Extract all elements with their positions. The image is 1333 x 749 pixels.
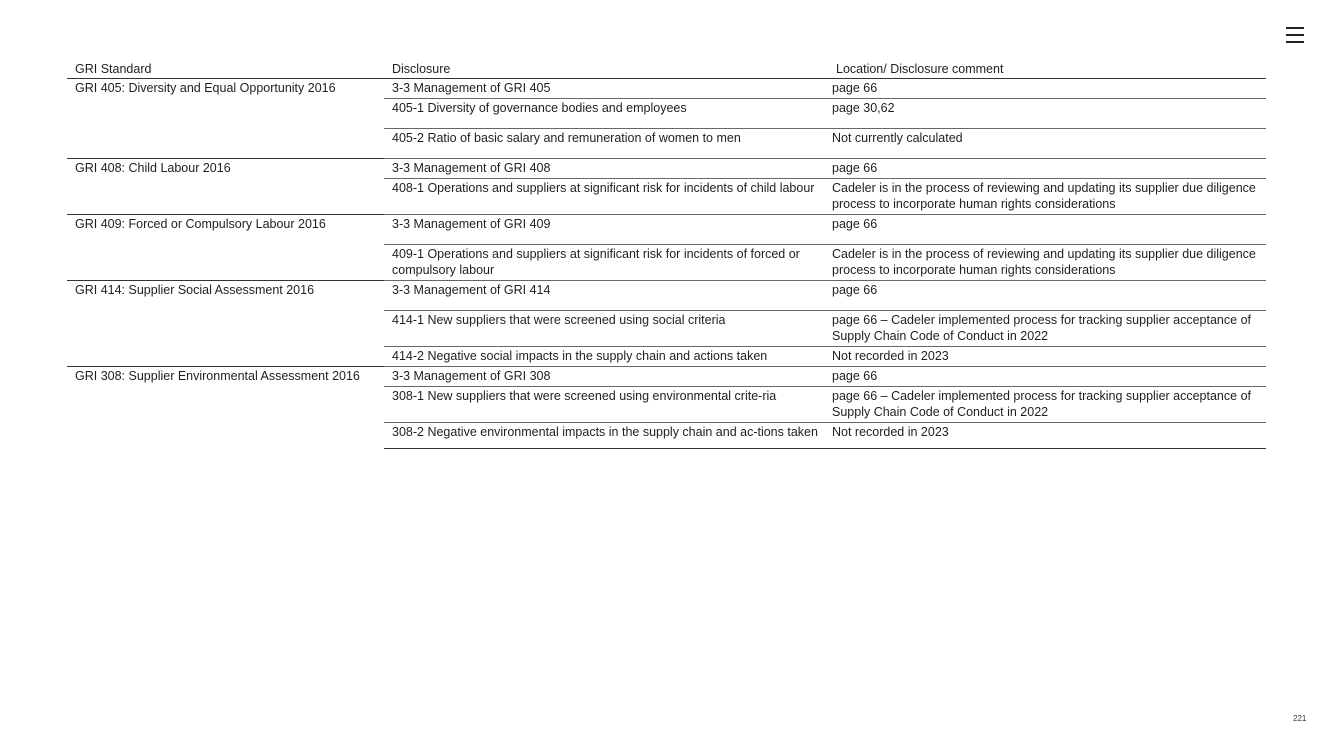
location-cell: page 66 – Cadeler implemented process for tracking supplier acceptance of Supply Chain Code of Conduct in 2022 [828, 311, 1266, 347]
location-cell: page 66 [828, 281, 1266, 311]
location-cell: page 66 [828, 79, 1266, 99]
table-row [67, 281, 1266, 311]
disclosure-cell: 3-3 Management of GRI 308 [384, 367, 828, 387]
table-row [67, 159, 1266, 179]
menu-bar [1286, 27, 1304, 29]
disclosure-cell: 408-1 Operations and suppliers at significant risk for incidents of child labour [384, 179, 828, 215]
page-number: 221 [1293, 714, 1307, 723]
location-cell: Not recorded in 2023 [828, 347, 1266, 367]
disclosure-cell: 308-2 Negative environmental impacts in the supply chain and ac-tions taken [384, 423, 828, 449]
location-cell: page 30,62 [828, 99, 1266, 129]
disclosure-cell: 405-1 Diversity of governance bodies and employees [384, 99, 828, 129]
location-cell: page 66 [828, 215, 1266, 245]
location-cell: Not recorded in 2023 [828, 423, 1266, 449]
table-header-row [67, 61, 1266, 79]
disclosure-cell: 414-1 New suppliers that were screened using social criteria [384, 311, 828, 347]
gri-index-table [67, 61, 1266, 449]
header-gri-standard: GRI Standard [67, 61, 384, 79]
location-cell: page 66 – Cadeler implemented process for tracking supplier acceptance of Supply Chain Code of Conduct in 2022 [828, 387, 1266, 423]
disclosure-cell: 405-2 Ratio of basic salary and remuneration of women to men [384, 129, 828, 159]
disclosure-cell: 3-3 Management of GRI 409 [384, 215, 828, 245]
location-cell: Cadeler is in the process of reviewing and updating its supplier due diligence process to incorporate human rights considerations [828, 179, 1266, 215]
disclosure-cell: 3-3 Management of GRI 414 [384, 281, 828, 311]
gri-standard-cell: GRI 405: Diversity and Equal Opportunity 2016 [75, 81, 336, 95]
location-cell: Not currently calculated [828, 129, 1266, 159]
gri-standard-cell: GRI 414: Supplier Social Assessment 2016 [67, 281, 384, 367]
disclosure-cell: 3-3 Management of GRI 408 [384, 159, 828, 179]
disclosure-cell: 414-2 Negative social impacts in the supply chain and actions taken [384, 347, 828, 367]
gri-standard-cell: GRI 409: Forced or Compulsory Labour 2016 [67, 215, 384, 281]
menu-bar [1286, 34, 1304, 36]
header-location: Location/ Disclosure comment [828, 61, 1266, 79]
table-row [67, 215, 1266, 245]
menu-bar [1286, 41, 1304, 43]
disclosure-cell: 308-1 New suppliers that were screened using environmental crite-ria [384, 387, 828, 423]
header-disclosure: Disclosure [384, 61, 828, 79]
table-row [67, 79, 1266, 99]
location-cell: Cadeler is in the process of reviewing and updating its supplier due diligence process to incorporate human rights considerations [828, 245, 1266, 281]
disclosure-cell: 3-3 Management of GRI 405 [384, 79, 828, 99]
gri-standard-cell: GRI 308: Supplier Environmental Assessment 2016 [67, 367, 384, 449]
table-row [67, 367, 1266, 387]
gri-standard-cell: GRI 408: Child Labour 2016 [67, 159, 384, 215]
location-cell: page 66 [828, 159, 1266, 179]
disclosure-cell: 409-1 Operations and suppliers at significant risk for incidents of forced or compulsory labour [384, 245, 828, 281]
hamburger-menu-icon[interactable] [1286, 26, 1306, 46]
location-cell: page 66 [828, 367, 1266, 387]
